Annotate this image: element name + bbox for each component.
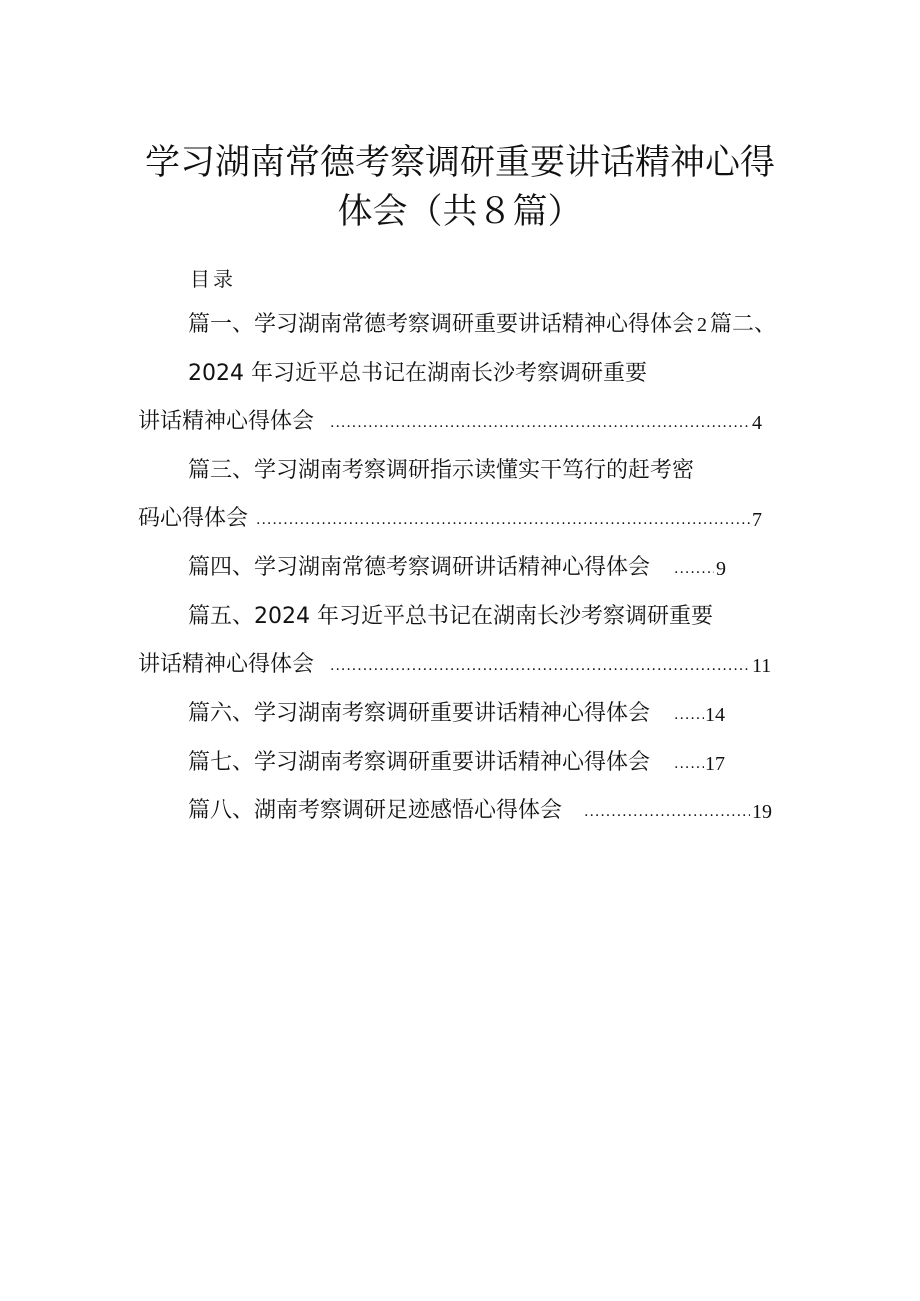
toc-entry-2-line-2[interactable] bbox=[138, 411, 314, 433]
toc-entry-8[interactable] bbox=[188, 800, 562, 822]
toc-entry-3-page: 7 bbox=[752, 509, 762, 531]
toc-entry-6-text: 篇六、学习湖南考察调研重要讲话精神心得体会 bbox=[188, 701, 651, 726]
toc-entry-2-leader bbox=[330, 413, 750, 433]
toc-entry-8-page: 19 bbox=[752, 801, 772, 823]
toc-entry-7-page: 17 bbox=[705, 753, 725, 775]
toc-entry-5-leader bbox=[330, 656, 750, 676]
toc-entry-7[interactable] bbox=[188, 752, 650, 774]
toc-entry-2-text-1: 2024 年习近平总书记在湖南长沙考察调研重要 bbox=[188, 361, 647, 386]
toc-entry-6-page: 14 bbox=[705, 704, 725, 726]
toc-entry-7-text: 篇七、学习湖南考察调研重要讲话精神心得体会 bbox=[188, 750, 651, 775]
toc-entry-3-line-2[interactable] bbox=[138, 508, 248, 530]
toc-entry-3-line-1[interactable] bbox=[188, 460, 694, 482]
toc-entry-5-page: 11 bbox=[752, 655, 772, 677]
toc-entry-4-leader bbox=[674, 559, 714, 579]
toc-heading: 目录 bbox=[190, 267, 236, 291]
document-title-line-2: 体会（共８篇） bbox=[337, 192, 583, 232]
document-title-line-1: 学习湖南常德考察调研重要讲话精神心得 bbox=[144, 143, 775, 183]
toc-entry-4-page: 9 bbox=[716, 558, 726, 580]
toc-entry-3-text-1: 篇三、学习湖南考察调研指示读懂实干笃行的赶考密 bbox=[188, 458, 695, 483]
toc-entry-5-text-1: 篇五、2024 年习近平总书记在湖南长沙考察调研重要 bbox=[188, 604, 713, 629]
toc-entry-2-prefix: 篇二、 bbox=[710, 312, 777, 337]
toc-entry-7-leader bbox=[674, 754, 704, 774]
toc-entry-1-page: 2 bbox=[697, 314, 708, 336]
toc-entry-2-text-2: 讲话精神心得体会 bbox=[138, 409, 315, 434]
toc-entry-5-text-2: 讲话精神心得体会 bbox=[138, 652, 315, 677]
toc-entry-6[interactable] bbox=[188, 703, 650, 725]
toc-entry-4[interactable] bbox=[188, 557, 650, 579]
toc-entry-1[interactable] bbox=[188, 314, 776, 336]
toc-entry-8-text: 篇八、湖南考察调研足迹感悟心得体会 bbox=[188, 798, 563, 823]
toc-entry-4-text: 篇四、学习湖南常德考察调研讲话精神心得体会 bbox=[188, 555, 651, 580]
toc-entry-5-line-1[interactable] bbox=[188, 606, 713, 628]
toc-entry-2-line-1[interactable] bbox=[188, 363, 647, 385]
toc-entry-1-text: 篇一、学习湖南常德考察调研重要讲话精神心得体会 bbox=[188, 312, 695, 337]
toc-entry-3-text-2: 码心得体会 bbox=[138, 506, 249, 531]
toc-entry-8-leader bbox=[584, 802, 750, 822]
toc-entry-2-page: 4 bbox=[752, 412, 762, 434]
toc-entry-5-line-2[interactable] bbox=[138, 654, 314, 676]
toc-entry-3-leader bbox=[256, 510, 750, 530]
toc-entry-6-leader bbox=[674, 705, 704, 725]
